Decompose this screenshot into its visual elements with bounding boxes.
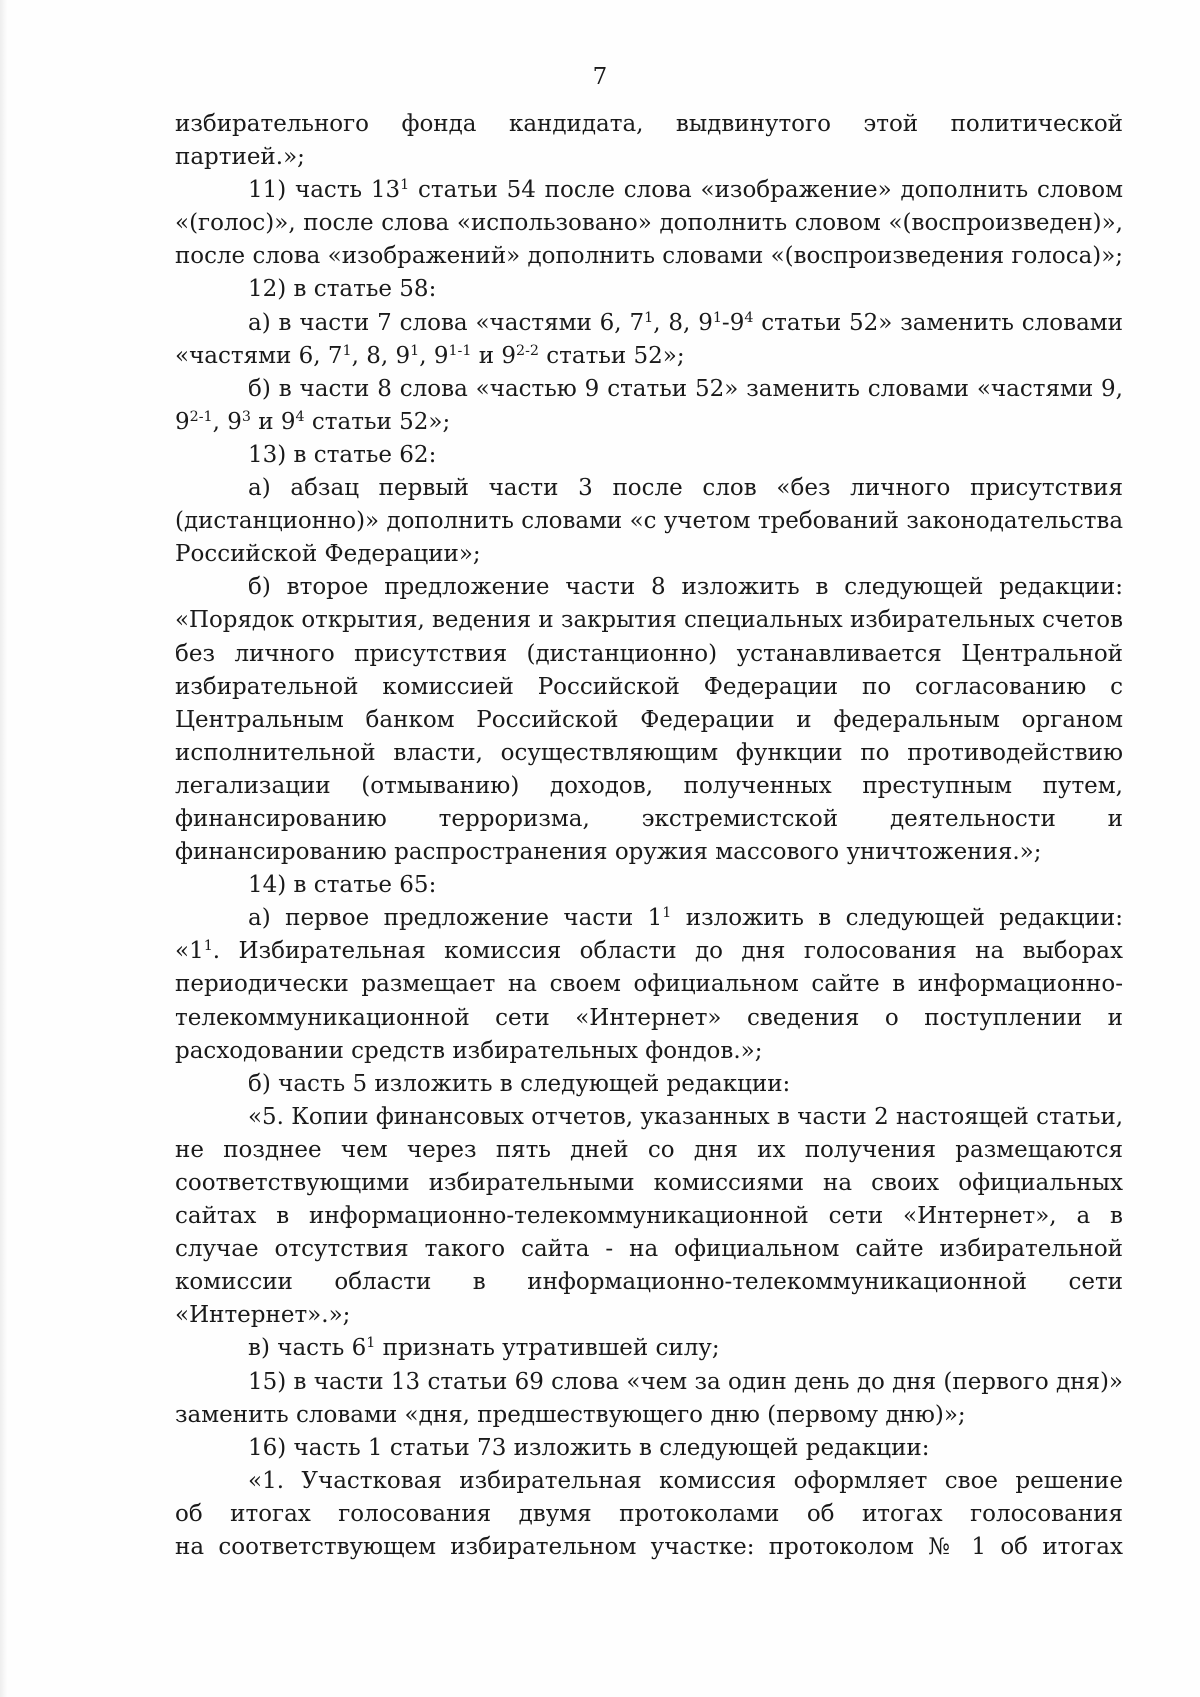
text-line: (дистанционно)» дополнить словами «с учетом требований законодательства: [175, 508, 1123, 535]
text-line: Центральным банком Российской Федерации и федеральным органом: [175, 706, 1123, 733]
text-line: заменить словами «дня, предшествующего дню (первому дню)»;: [175, 1401, 966, 1428]
page-number: 7: [592, 64, 608, 90]
text-line: «(голос)», после слова «использовано» дополнить словом «(воспроизведен)»,: [175, 210, 1123, 237]
text-line: после слова «изображений» дополнить словами «(воспроизведения голоса)»;: [175, 243, 1123, 270]
text-line: об итогах голосования двумя протоколами об итогах голосования: [175, 1500, 1123, 1527]
text-line: партией.»;: [175, 144, 305, 171]
text-line: без личного присутствия (дистанционно) устанавливается Центральной: [175, 640, 1123, 667]
text-line: 9$^{2-1}$, $9^3$ и $9^4$ статьи 52»;: [175, 408, 451, 435]
text-line: 14) в статье 65:: [248, 872, 437, 899]
text-line: избирательной комиссией Российской Федерации по согласованию с: [175, 673, 1123, 700]
text-line: «частями 6, $7^1$, 8, $9^1$, 9$^{1-1}$ и 9$^{2-2}$ статьи 52»;: [175, 342, 685, 369]
text-line: исполнительной власти, осуществляющим функции по противодействию: [175, 739, 1123, 766]
text-line: а) первое предложение части $1^1$ изложить в следующей редакции:: [248, 905, 1124, 932]
text-line: б) в части 8 слова «частью 9 статьи 52» заменить словами «частями 9,: [248, 375, 1123, 402]
text-line: 15) в части 13 статьи 69 слова «чем за один день до дня (первого дня)»: [248, 1368, 1123, 1395]
text-line: телекоммуникационной сети «Интернет» сведения о поступлении и: [175, 1004, 1123, 1031]
text-line: а) в части 7 слова «частями 6, $7^1$, 8, $9^1-9^4$ статьи 52» заменить словами: [248, 309, 1124, 336]
text-line: не позднее чем через пять дней со дня их получения размещаются: [175, 1136, 1123, 1163]
text-line: сайтах в информационно-телекоммуникационной сети «Интернет», а в: [175, 1203, 1123, 1230]
text-line: легализации (отмыванию) доходов, полученных преступным путем,: [175, 772, 1123, 799]
text-line: на соответствующем избирательном участке: протоколом № 1 об итогах: [175, 1534, 1123, 1561]
text-line: Российской Федерации»;: [175, 541, 481, 568]
scan-edge: [0, 0, 8, 1697]
text-line: в) часть $6^1$ признать утратившей силу;: [248, 1335, 720, 1362]
text-line: б) часть 5 изложить в следующей редакции:: [248, 1070, 791, 1097]
text-line: «Интернет».»;: [175, 1302, 351, 1329]
text-line: соответствующими избирательными комиссиями на своих официальных: [175, 1170, 1123, 1196]
text-line: «1. Участковая избирательная комиссия оформляет свое решение: [248, 1467, 1123, 1494]
text-line: комиссии области в информационно-телекоммуникационной сети: [175, 1269, 1123, 1296]
text-line: б) второе предложение части 8 изложить в следующей редакции:: [248, 574, 1123, 601]
text-line: 16) часть 1 статьи 73 изложить в следующей редакции:: [248, 1434, 930, 1461]
text-line: финансированию распространения оружия массового уничтожения.»;: [175, 839, 1042, 866]
text-line: финансированию терроризма, экстремистской деятельности и: [175, 805, 1123, 832]
text-line: «$1^1$. Избирательная комиссия области до дня голосования на выборах: [175, 938, 1123, 965]
text-line: 11) часть $13^1$ статьи 54 после слова «изображение» дополнить словом: [248, 177, 1123, 204]
text-line: случае отсутствия такого сайта - на официальном сайте избирательной: [175, 1236, 1123, 1263]
text-line: избирательного фонда кандидата, выдвинутого этой политической: [175, 111, 1123, 137]
text-line: 12) в статье 58:: [248, 276, 437, 303]
document-text-body: [175, 108, 1123, 1564]
text-line: «5. Копии финансовых отчетов, указанных в части 2 настоящей статьи,: [248, 1103, 1123, 1130]
text-line: «Порядок открытия, ведения и закрытия специальных избирательных счетов: [175, 607, 1123, 634]
text-line: периодически размещает на своем официальном сайте в информационно-: [175, 971, 1123, 998]
text-line: расходовании средств избирательных фондов.»;: [175, 1037, 763, 1064]
text-line: а) абзац первый части 3 после слов «без личного присутствия: [248, 475, 1123, 502]
text-line: 13) в статье 62:: [248, 441, 437, 468]
